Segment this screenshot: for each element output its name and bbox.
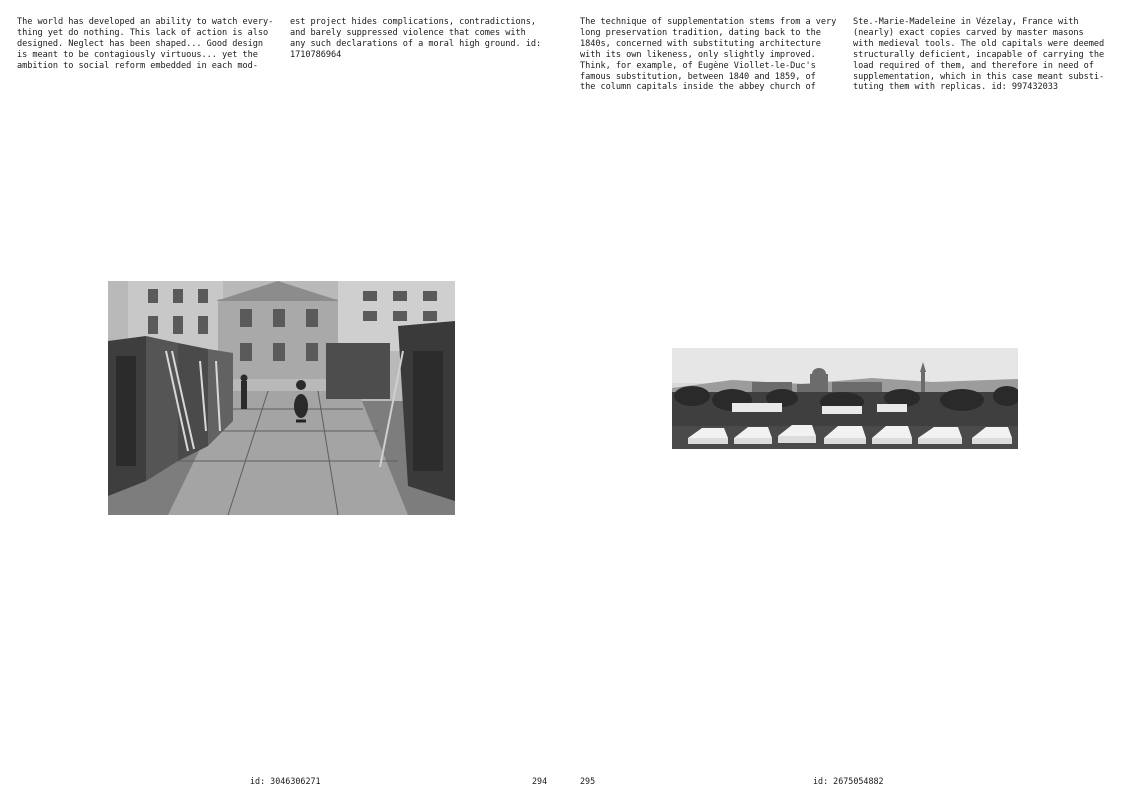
left-text-column-1: The world has developed an ability to watch every- thing yet do nothing. This lack of action is also designed. Neglect has been shaped... Good design is meant to be contagiously virtuous... yet the ambition to social reform embedded in each mod- (17, 17, 274, 71)
left-page-number: 294 (532, 776, 548, 786)
city-panorama-photo (672, 348, 1018, 449)
street-photo-illustration (108, 281, 455, 515)
street-market-stalls-photo (108, 281, 455, 515)
right-text-column-1: The technique of supplementation stems from a very long preservation tradition, dating back to the 1840s, concerned with substituting architecture with its own likeness, only slightly improved. Think, for example, of Eugène Viollet-le-Duc's famous substitution, between 1840 and 1859, of the column capitals inside the abbey church of (580, 17, 837, 93)
right-page-number: 295 (580, 776, 596, 786)
right-text-column-2: Ste.-Marie-Madeleine in Vézelay, France with (nearly) exact copies carved by master masons with medieval tools. The old capitals were deemed structurally deficient, incapable of carrying the load required of them, and therefore in need of supplementation, which in this case meant substi- tuting them with replicas. id: 997432033 (853, 17, 1105, 93)
left-footer-id: id: 3046306271 (250, 776, 321, 786)
panorama-illustration (672, 348, 1018, 449)
left-text-column-2: est project hides complications, contradictions, and barely suppressed violence that comes with any such declarations of a moral high ground. id: 1710786964 (290, 17, 542, 60)
right-footer-id: id: 2675054882 (813, 776, 884, 786)
